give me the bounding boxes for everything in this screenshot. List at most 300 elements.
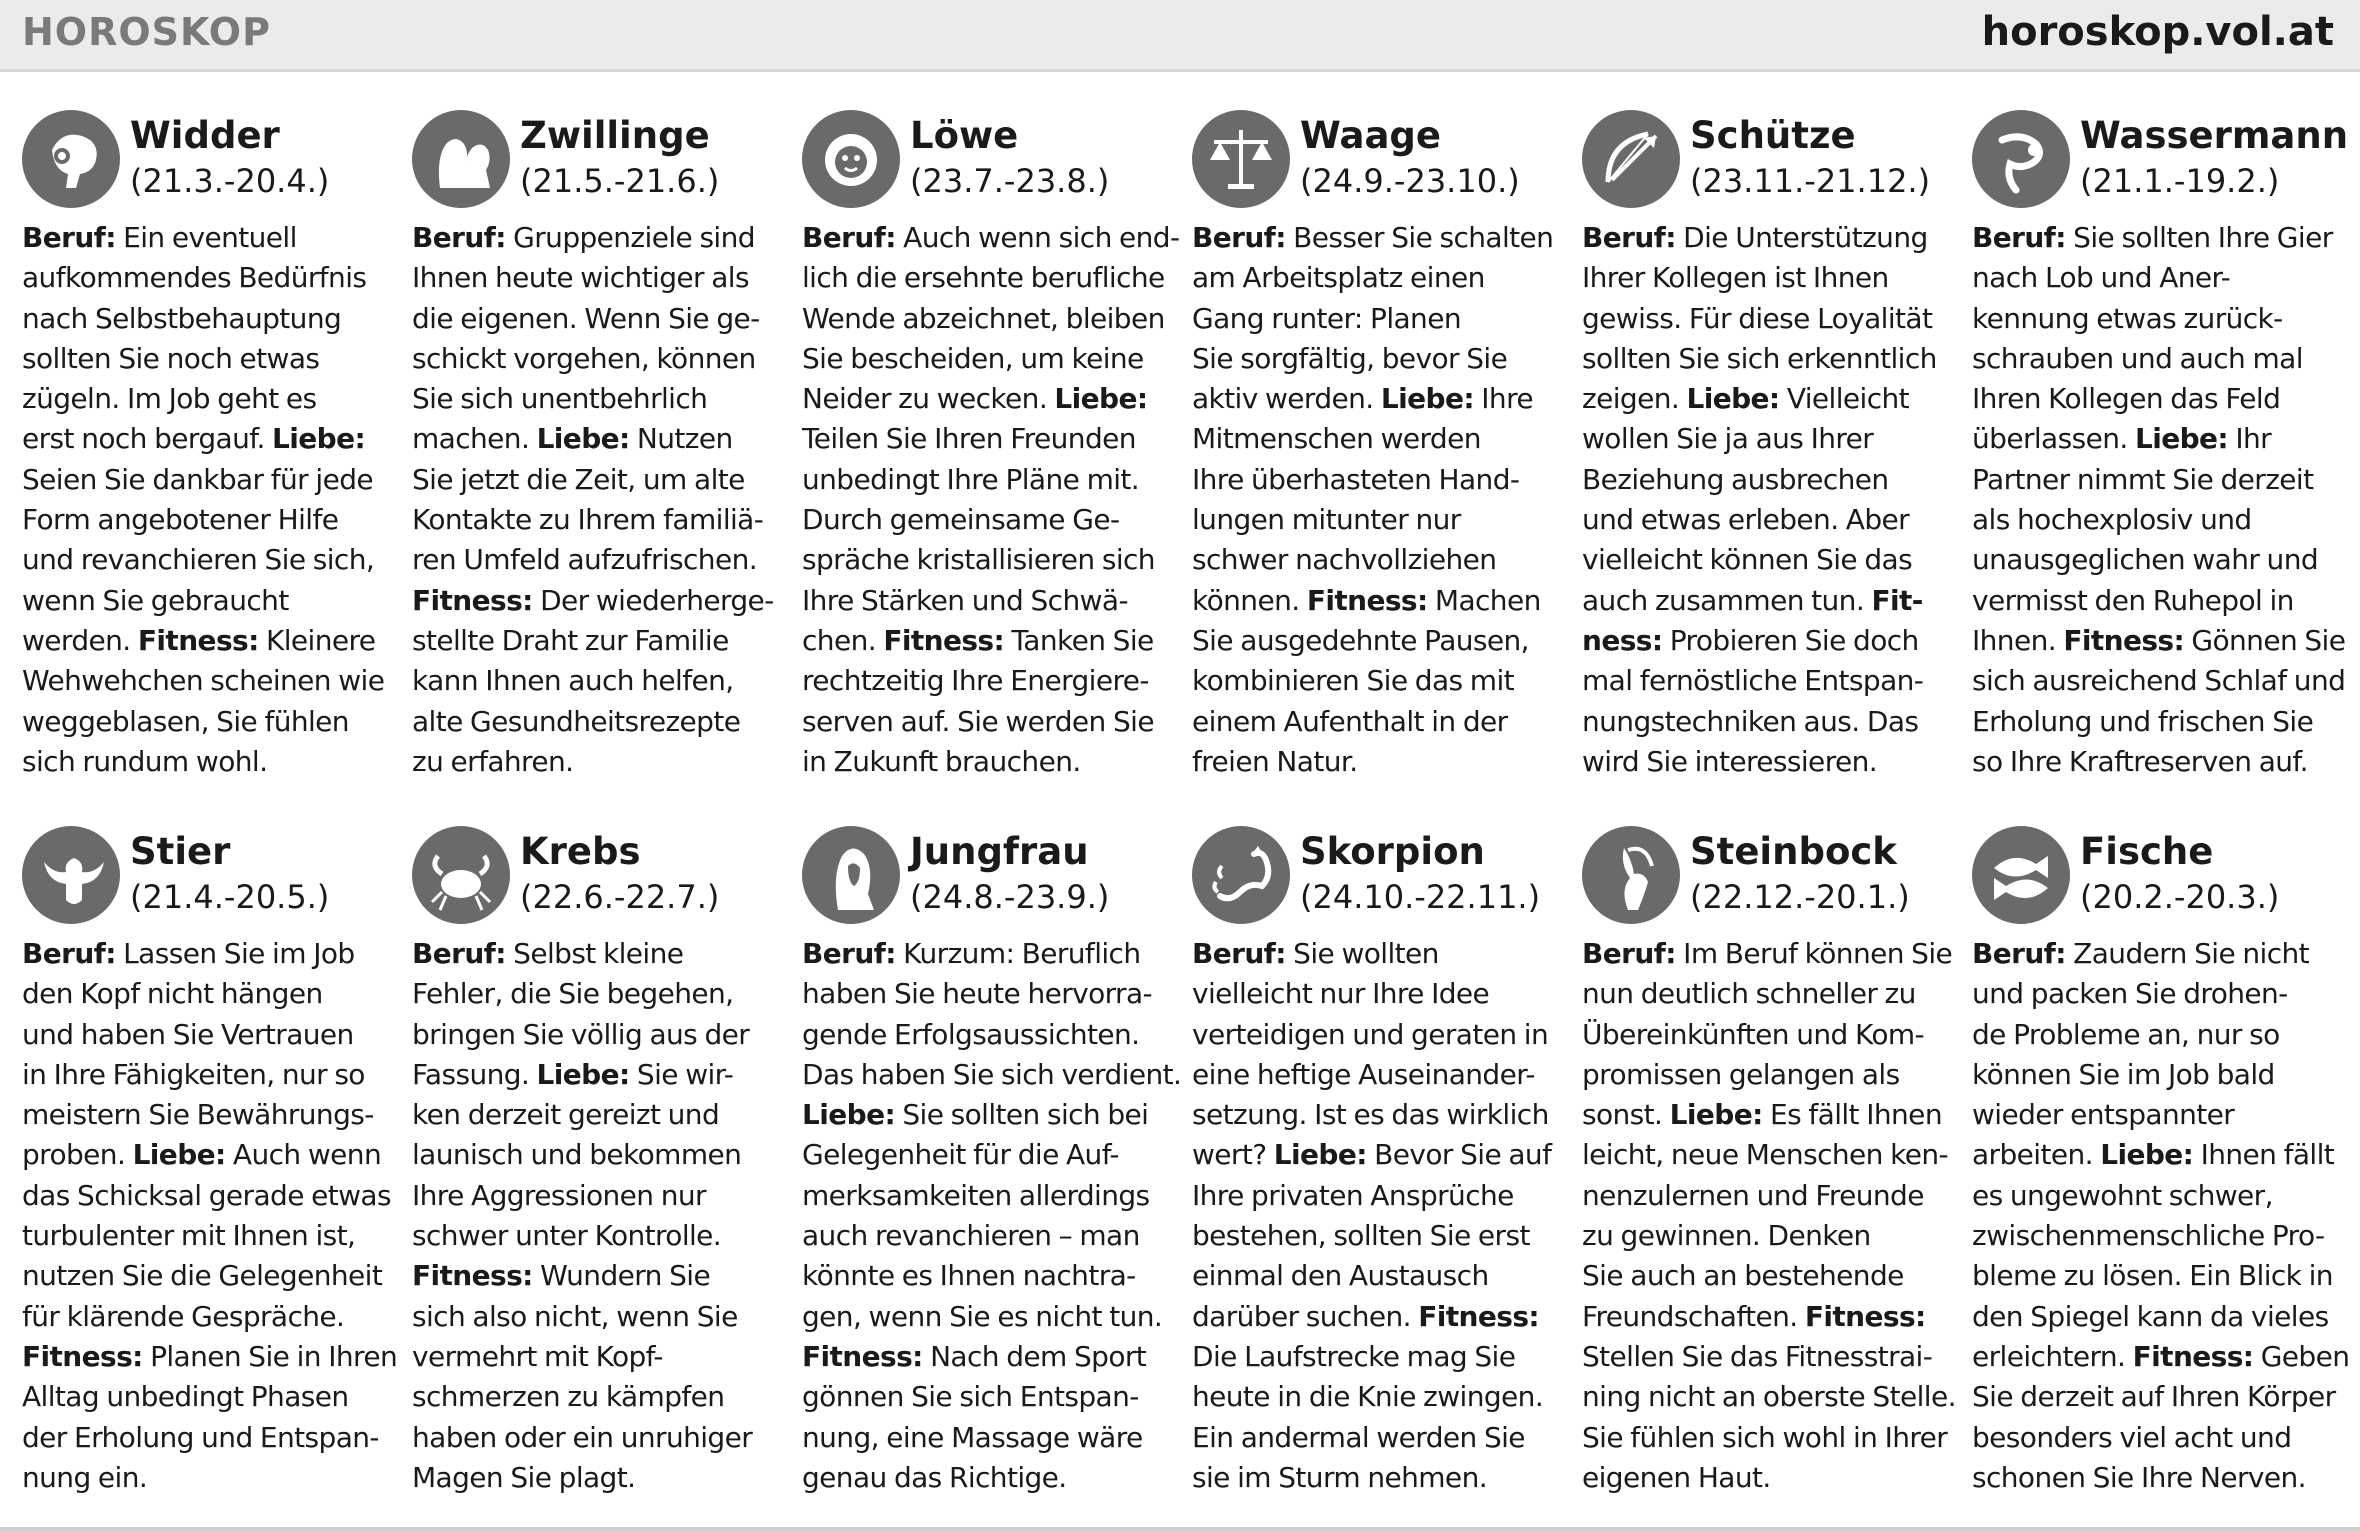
section-label: Fitness:	[22, 1339, 143, 1373]
text-line	[412, 1297, 782, 1337]
text-line	[1192, 702, 1562, 742]
text-run: Nach dem Sport	[922, 1339, 1147, 1373]
text-run: Durch gemeinsame Ge-	[802, 503, 1120, 537]
text-line	[22, 974, 392, 1014]
text-line	[1582, 1418, 1952, 1458]
section-label: Beruf:	[802, 221, 896, 254]
sign-name: Wassermann	[2080, 114, 2349, 157]
text-run: arbeiten.	[1972, 1138, 2101, 1172]
text-run: in Ihre Fähigkeiten, nur so	[22, 1057, 365, 1091]
text-run: Gang runter: Planen	[1192, 301, 1461, 335]
sign-name: Fische	[2080, 830, 2214, 873]
text-run: könnte es Ihnen nachtra-	[802, 1259, 1136, 1293]
text-line	[22, 581, 392, 621]
text-line	[1972, 581, 2342, 621]
text-run: eigenen Haut.	[1582, 1460, 1771, 1494]
text-line	[1582, 581, 1952, 621]
text-run: die eigenen. Wenn Sie ge-	[412, 301, 760, 335]
text-run: ning nicht an oberste Stelle.	[1582, 1380, 1956, 1414]
text-line	[1192, 258, 1562, 298]
text-run: zu erfahren.	[412, 744, 574, 778]
section-label: Beruf:	[1192, 937, 1286, 970]
text-run: Sie wir-	[629, 1057, 734, 1091]
text-run: Ihre überhasteten Hand-	[1192, 462, 1520, 496]
text-run: Übereinkünften und Kom-	[1582, 1017, 1925, 1051]
section-label: Beruf:	[1192, 221, 1286, 254]
text-line	[412, 218, 782, 258]
text-line	[22, 339, 392, 379]
horoscope-text	[802, 218, 1180, 782]
sign-name: Jungfrau	[910, 830, 1089, 873]
text-line	[1582, 934, 1952, 974]
text-line	[1972, 419, 2342, 459]
sign-dates: (21.5.-21.6.)	[520, 162, 720, 200]
text-line	[1972, 1297, 2342, 1337]
text-run: vermisst den Ruhepol in	[1972, 583, 2294, 617]
water-bearer-icon	[1972, 110, 2070, 208]
text-run: Besser Sie schalten	[1285, 221, 1554, 254]
text-run: Seien Sie dankbar für jede	[22, 462, 373, 496]
text-run: Stellen Sie das Fitnesstrai-	[1582, 1339, 1933, 1373]
text-line	[22, 621, 392, 661]
text-line	[1972, 621, 2346, 661]
text-run: Machen	[1427, 583, 1541, 617]
text-line	[412, 379, 782, 419]
text-run: Sie fühlen sich wohl in Ihrer	[1582, 1420, 1948, 1454]
section-label: Liebe:	[1054, 382, 1148, 416]
text-line	[1192, 1458, 1562, 1498]
text-line	[412, 1055, 782, 1095]
text-run: Auch wenn sich end-	[895, 221, 1180, 254]
text-line	[22, 1418, 392, 1458]
sign-dates: (23.7.-23.8.)	[910, 162, 1110, 200]
text-run: zwischenmenschliche Pro-	[1972, 1219, 2325, 1253]
text-run: gende Erfolgsaussichten.	[802, 1017, 1140, 1051]
text-line	[1192, 1377, 1562, 1417]
text-run: heute in die Knie zwingen.	[1192, 1380, 1544, 1414]
text-run: machen.	[412, 422, 537, 456]
text-line	[802, 218, 1180, 258]
text-line	[412, 1216, 782, 1256]
text-line	[412, 934, 782, 974]
text-line	[1192, 934, 1562, 974]
text-run: gewiss. Für diese Loyalität	[1582, 301, 1933, 335]
text-line	[412, 1256, 782, 1296]
text-line	[412, 339, 782, 379]
text-line	[1582, 500, 1952, 540]
text-line	[1972, 1337, 2350, 1377]
text-run: schwer unter Kontrolle.	[412, 1219, 722, 1253]
text-line	[1192, 974, 1562, 1014]
text-line	[1192, 1135, 1562, 1175]
text-run: stellte Draht zur Familie	[412, 623, 729, 657]
text-line	[1972, 1055, 2342, 1095]
header-bar	[0, 0, 2360, 72]
text-run: leicht, neue Menschen ken-	[1582, 1138, 1948, 1172]
text-run: meistern Sie Bewährungs-	[22, 1098, 374, 1132]
text-run: können.	[1192, 583, 1307, 617]
section-label: Liebe:	[536, 422, 630, 456]
text-run: Nutzen	[629, 422, 733, 456]
text-run: Partner nimmt Sie derzeit	[1972, 462, 2314, 496]
text-run: nutzen Sie die Gelegenheit	[22, 1259, 383, 1293]
text-run: serven auf. Sie werden Sie	[802, 704, 1154, 738]
text-line	[802, 661, 1172, 701]
sign-name: Krebs	[520, 830, 641, 873]
text-run: einmal den Austausch	[1192, 1259, 1489, 1293]
text-line	[1582, 1256, 1952, 1296]
text-run: Geben	[2253, 1339, 2350, 1373]
text-run: Wende abzeichnet, bleiben	[802, 301, 1165, 335]
text-run: weggeblasen, Sie fühlen	[22, 704, 349, 738]
text-run: und revanchieren Sie sich,	[22, 543, 375, 577]
text-run: Erholung und frischen Sie	[1972, 704, 2314, 738]
text-line	[1192, 742, 1562, 782]
text-line	[802, 1337, 1172, 1377]
text-line	[1582, 379, 1952, 419]
scales-icon	[1192, 110, 1290, 208]
text-run: Sie sich unentbehrlich	[412, 382, 708, 416]
text-line	[1972, 299, 2342, 339]
text-line	[412, 702, 782, 742]
text-line	[802, 742, 1172, 782]
text-line	[22, 419, 392, 459]
text-line	[1192, 540, 1562, 580]
text-run: gönnen Sie sich Entspan-	[802, 1380, 1139, 1414]
text-line	[1192, 1176, 1562, 1216]
text-line	[1582, 540, 1952, 580]
text-line	[1972, 1176, 2342, 1216]
text-line	[1972, 1015, 2342, 1055]
text-line	[22, 540, 392, 580]
text-line	[22, 258, 392, 298]
bull-icon	[22, 826, 120, 924]
text-line	[1972, 218, 2342, 258]
text-line	[1582, 1337, 1952, 1377]
text-run: zeigen.	[1582, 382, 1687, 416]
text-run: Kleinere	[258, 623, 376, 657]
text-run: Sie sollten Ihre Gier	[2065, 221, 2333, 254]
text-line	[1192, 621, 1562, 661]
horoscope-text	[1582, 934, 1956, 1498]
text-run: nung, eine Massage wäre	[802, 1420, 1143, 1454]
horoscope-text	[412, 218, 782, 782]
text-line	[22, 379, 392, 419]
text-run: Wundern Sie	[532, 1259, 711, 1293]
section-label: ness:	[1582, 623, 1663, 657]
sign-name: Schütze	[1690, 114, 1856, 157]
ram-icon	[22, 110, 120, 208]
text-line	[22, 1135, 392, 1175]
text-run: zügeln. Im Job geht es	[22, 382, 317, 416]
lion-icon	[802, 110, 900, 208]
text-run: Es fällt Ihnen	[1762, 1098, 1942, 1132]
text-run: lungen mitunter nur	[1192, 503, 1461, 537]
section-label: Fitness:	[412, 583, 533, 617]
text-run: nun deutlich schneller zu	[1582, 977, 1916, 1011]
scorpion-icon	[1192, 826, 1290, 924]
section-label: Fitness:	[2063, 623, 2185, 657]
text-line	[1972, 1135, 2342, 1175]
text-run: Ihre privaten Ansprüche	[1192, 1178, 1514, 1212]
text-run: schrauben und auch mal	[1972, 341, 2303, 375]
text-line	[1972, 1256, 2342, 1296]
text-line	[802, 1418, 1172, 1458]
text-run: sich ausreichend Schlaf und	[1972, 664, 2346, 698]
text-run: wenn Sie gebraucht	[22, 583, 289, 617]
text-run: wollen Sie ja aus Ihrer	[1582, 422, 1874, 456]
text-line	[1192, 1055, 1562, 1095]
text-line	[1972, 1418, 2342, 1458]
text-line	[1972, 540, 2342, 580]
bottom-divider	[0, 1527, 2360, 1531]
text-run: nenzulernen und Freunde	[1582, 1178, 1924, 1212]
text-run: merksamkeiten allerdings	[802, 1178, 1150, 1212]
section-label: Fitness:	[1306, 583, 1428, 617]
text-run: werden.	[22, 623, 138, 657]
text-run: sollten Sie noch etwas	[22, 341, 320, 375]
text-run: aktiv werden.	[1192, 382, 1381, 416]
text-line	[1582, 742, 1952, 782]
sign-dates: (21.4.-20.5.)	[130, 878, 330, 916]
text-run: Zaudern Sie nicht	[2065, 937, 2310, 970]
text-line	[22, 702, 392, 742]
archer-icon	[1582, 110, 1680, 208]
text-line	[1582, 1216, 1952, 1256]
text-line	[1972, 974, 2342, 1014]
crab-icon	[412, 826, 510, 924]
text-line	[1582, 218, 1952, 258]
text-line	[1582, 621, 1952, 661]
text-line	[22, 1216, 392, 1256]
text-line	[412, 974, 782, 1014]
text-run: nung ein.	[22, 1460, 148, 1494]
text-line	[22, 1256, 392, 1296]
text-line	[1192, 1216, 1562, 1256]
text-run: Alltag unbedingt Phasen	[22, 1380, 349, 1414]
text-line	[1192, 661, 1562, 701]
text-line	[412, 1135, 782, 1175]
text-run: es ungewohnt schwer,	[1972, 1178, 2273, 1212]
section-label: Fit-	[1871, 583, 1923, 617]
text-run: Beziehung ausbrechen	[1582, 462, 1889, 496]
section-label: Fitness:	[137, 623, 259, 657]
text-run: Die Unterstützung	[1675, 221, 1928, 254]
text-run: so Ihre Kraftreserven auf.	[1972, 744, 2308, 778]
horoscope-text	[1582, 218, 1952, 782]
text-run: nach Selbstbehauptung	[22, 301, 342, 335]
text-line	[1972, 1458, 2342, 1498]
twins-icon	[412, 110, 510, 208]
text-line	[802, 419, 1172, 459]
text-line	[802, 621, 1172, 661]
text-run: Sie bescheiden, um keine	[802, 341, 1144, 375]
text-run: kombinieren Sie das mit	[1192, 664, 1515, 698]
text-run: auch zusammen tun.	[1582, 583, 1872, 617]
text-run: ken derzeit gereizt und	[412, 1098, 720, 1132]
text-run: erst noch bergauf.	[22, 422, 273, 456]
sign-dates: (24.8.-23.9.)	[910, 878, 1110, 916]
text-run: Kontakte zu Ihrem familiä-	[412, 503, 764, 537]
text-line	[802, 934, 1172, 974]
text-run: launisch und bekommen	[412, 1138, 742, 1172]
sign-dates: (23.11.-21.12.)	[1690, 162, 1931, 200]
section-label: Beruf:	[1972, 937, 2066, 970]
text-line	[22, 218, 392, 258]
sign-name: Waage	[1300, 114, 1442, 157]
text-line	[1972, 500, 2342, 540]
text-line	[1972, 934, 2342, 974]
text-run: wird Sie interessieren.	[1582, 744, 1878, 778]
text-run: und haben Sie Vertrauen	[22, 1017, 354, 1051]
sign-dates: (24.9.-23.10.)	[1300, 162, 1520, 200]
text-run: Ein eventuell	[115, 221, 297, 254]
text-run: Auch wenn	[225, 1138, 382, 1172]
text-line	[802, 702, 1172, 742]
text-run: Sie jetzt die Zeit, um alte	[412, 462, 745, 496]
text-run: Ihnen.	[1972, 623, 2064, 657]
text-line	[802, 339, 1172, 379]
text-run: Teilen Sie Ihren Freunden	[802, 422, 1136, 456]
section-label: Liebe:	[2134, 422, 2229, 456]
text-run: mal fernöstliche Entspan-	[1582, 664, 1924, 698]
text-line	[412, 1418, 782, 1458]
text-run: der Erholung und Entspan-	[22, 1420, 379, 1454]
text-run: gen, wenn Sie es nicht tun.	[802, 1299, 1163, 1333]
section-label: Beruf:	[22, 221, 116, 254]
sign-dates: (20.2.-20.3.)	[2080, 878, 2280, 916]
text-run: zu gewinnen. Denken	[1582, 1219, 1871, 1253]
sign-dates: (22.6.-22.7.)	[520, 878, 720, 916]
text-run: bringen Sie völlig aus der	[412, 1017, 750, 1051]
text-line	[802, 299, 1172, 339]
section-label: Liebe:	[1273, 1138, 1367, 1172]
horoscope-text	[802, 934, 1182, 1498]
text-run: Form angebotener Hilfe	[22, 503, 339, 537]
text-line	[802, 258, 1172, 298]
horoscope-text	[1972, 934, 2350, 1498]
text-line	[1972, 258, 2342, 298]
text-run: lich die ersehnte berufliche	[802, 261, 1165, 295]
text-line	[1192, 339, 1562, 379]
text-line	[1582, 661, 1952, 701]
text-line	[22, 1337, 398, 1377]
text-line	[802, 1176, 1172, 1216]
text-line	[412, 419, 782, 459]
text-line	[1192, 500, 1562, 540]
sign-name: Zwillinge	[520, 114, 710, 157]
section-label: Fitness:	[1418, 1299, 1540, 1333]
text-line	[1582, 702, 1952, 742]
text-run: unbedingt Ihre Pläne mit.	[802, 462, 1140, 496]
text-run: Neider zu wecken.	[802, 382, 1055, 416]
text-run: besonders viel acht und	[1972, 1420, 2292, 1454]
text-run: darüber suchen.	[1192, 1299, 1419, 1333]
text-run: den Spiegel kann da vieles	[1972, 1299, 2329, 1333]
section-label: Beruf:	[22, 937, 116, 970]
text-line	[802, 1135, 1172, 1175]
text-line	[802, 974, 1172, 1014]
section-label: Fitness:	[883, 623, 1005, 657]
text-run: schwer nachvollziehen	[1192, 543, 1497, 577]
virgin-icon	[802, 826, 900, 924]
text-run: Wehwehchen scheinen wie	[22, 664, 385, 698]
text-run: vielleicht nur Ihre Idee	[1192, 977, 1490, 1011]
text-line	[1972, 1095, 2342, 1135]
sign-name: Löwe	[910, 114, 1019, 157]
text-run: Das haben Sie sich verdient.	[802, 1057, 1182, 1091]
text-line	[1192, 218, 1562, 258]
text-line	[22, 460, 392, 500]
text-line	[1972, 1216, 2342, 1256]
text-line	[802, 500, 1172, 540]
text-line	[412, 1015, 782, 1055]
sign-dates: (24.10.-22.11.)	[1300, 878, 1541, 916]
text-line	[412, 621, 782, 661]
text-run: einem Aufenthalt in der	[1192, 704, 1508, 738]
text-run: und etwas erleben. Aber	[1582, 503, 1910, 537]
site-url[interactable]: horoskop.vol.at	[1981, 9, 2334, 55]
text-line	[22, 1458, 392, 1498]
text-run: Bevor Sie auf	[1366, 1138, 1552, 1172]
text-run: verteidigen und geraten in	[1192, 1017, 1549, 1051]
text-line	[1582, 974, 1952, 1014]
text-run: und packen Sie drohen-	[1972, 977, 2288, 1011]
text-run: in Zukunft brauchen.	[802, 744, 1081, 778]
section-label: Fitness:	[1804, 1299, 1926, 1333]
sign-name: Skorpion	[1300, 830, 1485, 873]
text-line	[802, 1216, 1172, 1256]
horoscope-text	[412, 934, 782, 1498]
text-run: Sie auch an bestehende	[1582, 1259, 1904, 1293]
text-run: eine heftige Auseinander-	[1192, 1057, 1535, 1091]
text-run: alte Gesundheitsrezepte	[412, 704, 741, 738]
text-run: Gruppenziele sind	[505, 221, 755, 254]
text-run: Ihre Aggressionen nur	[412, 1178, 706, 1212]
text-run: sich rundum wohl.	[22, 744, 268, 778]
text-run: bestehen, sollten Sie erst	[1192, 1219, 1530, 1253]
text-line	[412, 1337, 782, 1377]
text-line	[802, 1256, 1172, 1296]
text-run: kennung etwas zurück-	[1972, 301, 2283, 335]
text-line	[1192, 379, 1562, 419]
section-label: Liebe:	[802, 1098, 896, 1132]
text-run: für klärende Gespräche.	[22, 1299, 345, 1333]
text-line	[1582, 1095, 1952, 1135]
text-line	[412, 540, 782, 580]
text-run: Die Laufstrecke mag Sie	[1192, 1339, 1516, 1373]
text-line	[412, 1176, 782, 1216]
text-run: Der wiederherge-	[532, 583, 774, 617]
text-line	[802, 1377, 1172, 1417]
text-line	[22, 661, 392, 701]
text-line	[412, 299, 782, 339]
text-line	[412, 1095, 782, 1135]
text-run: schickt vorgehen, können	[412, 341, 756, 375]
section-label: Liebe:	[1686, 382, 1780, 416]
text-run: setzung. Ist es das wirklich	[1192, 1098, 1549, 1132]
text-run: Mitmenschen werden	[1192, 422, 1481, 456]
text-run: Ihnen heute wichtiger als	[412, 261, 749, 295]
text-line	[1582, 1377, 1956, 1417]
text-run: aufkommendes Bedürfnis	[22, 261, 367, 295]
text-run: Freundschaften.	[1582, 1299, 1805, 1333]
text-run: überlassen.	[1972, 422, 2135, 456]
text-line	[22, 1055, 392, 1095]
text-run: promissen gelangen als	[1582, 1057, 1900, 1091]
text-line	[1972, 339, 2342, 379]
text-run: sie im Sturm nehmen.	[1192, 1460, 1488, 1494]
